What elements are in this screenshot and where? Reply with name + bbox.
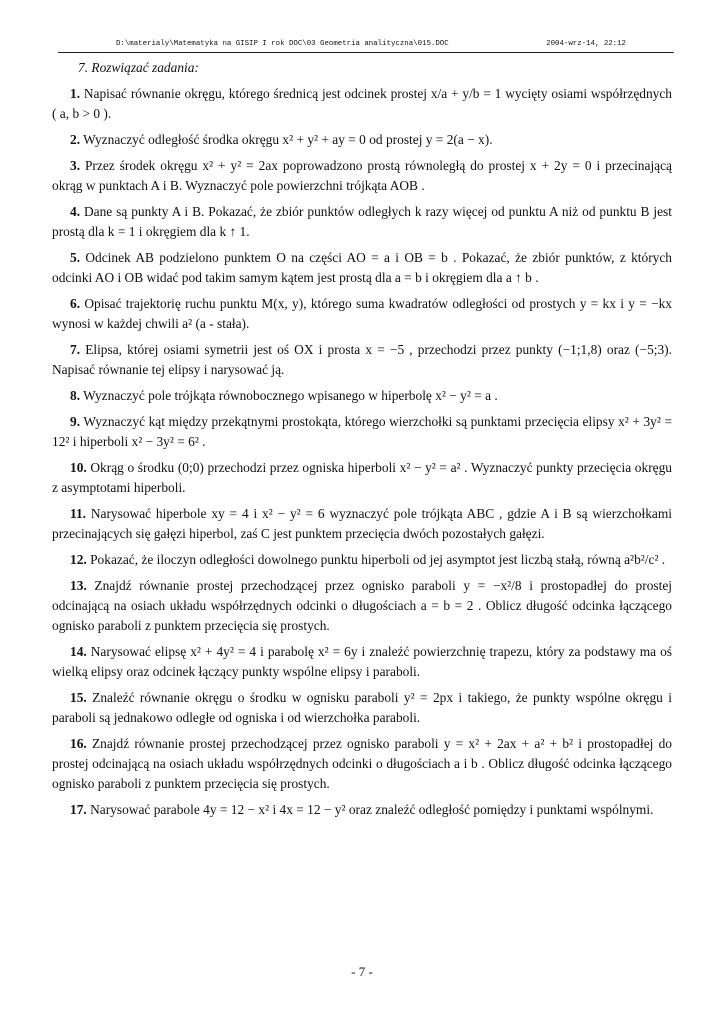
problem-text: Wyznaczyć odległość środka okręgu x² + y² + ay = 0 od prostej y = 2(a − x). xyxy=(83,132,493,147)
problem-text: Znajdź równanie prostej przechodzącej przez ognisko paraboli y = x² + 2ax + a² + b² i prostopadłej do prostej odcinającą na osiach układu współrzędnych odcinki o długościach a i b . Oblicz długość odcinka łączącego ognisko paraboli z punktem przecięcia się prostych. xyxy=(52,736,672,791)
problem-number: 5. xyxy=(70,250,81,265)
problem-number: 16. xyxy=(70,736,87,751)
problem-number: 14. xyxy=(70,644,87,659)
problem-item xyxy=(52,202,672,242)
problem-number: 15. xyxy=(70,690,87,705)
problem-text: Opisać trajektorię ruchu punktu M(x, y), którego suma kwadratów odległości od prostych y = kx i y = −kx wynosi w każdej chwili a² (a - stała). xyxy=(52,296,672,331)
header-date: 2004-wrz-14, 22:12 xyxy=(546,40,626,48)
header-file-path: D:\materialy\Matematyka na GISIP I rok DOC\03 Geometria analityczna\015.DOC xyxy=(116,40,449,48)
problem-item xyxy=(52,576,672,636)
problem-item xyxy=(52,504,672,544)
problem-item xyxy=(52,156,672,196)
problem-text: Odcinek AB podzielono punktem O na części AO = a i OB = b . Pokazać, że zbiór punktów, z których odcinki AO i OB widać pod takim samym kątem jest prostą dla a = b i okręgiem dla a ↑ b . xyxy=(52,250,672,285)
problem-number: 17. xyxy=(70,802,87,817)
problem-item xyxy=(52,458,672,498)
problem-item xyxy=(52,734,672,794)
problem-item xyxy=(52,412,672,452)
problem-text: Wyznaczyć pole trójkąta równobocznego wpisanego w hiperbolę x² − y² = a . xyxy=(83,388,498,403)
page-header xyxy=(58,40,674,48)
problem-number: 4. xyxy=(70,204,81,219)
problem-text: Pokazać, że iloczyn odległości dowolnego punktu hiperboli od jej asymptot jest liczbą stałą, równą a²b²/c² . xyxy=(90,552,666,567)
problem-item xyxy=(52,294,672,334)
problem-item xyxy=(52,130,672,150)
problem-number: 11. xyxy=(70,506,86,521)
problem-number: 10. xyxy=(70,460,87,475)
problem-text: Narysować hiperbole xy = 4 i x² − y² = 6 wyznaczyć pole trójkąta ABC , gdzie A i B są wierzchołkami przecinających się gałęzi hiperbol, zaś C jest punktem przecięcia dwóch pozostałych gałęzi. xyxy=(52,506,672,541)
problem-number: 6. xyxy=(70,296,81,311)
problem-number: 1. xyxy=(70,86,81,101)
section-intro: 7. Rozwiązać zadania: xyxy=(78,60,199,75)
problem-number: 3. xyxy=(70,158,81,173)
problem-item xyxy=(52,340,672,380)
problem-text: Narysować parabole 4y = 12 − x² i 4x = 12 − y² oraz znaleźć odległość pomiędzy i punktami wspólnymi. xyxy=(90,802,654,817)
problem-number: 9. xyxy=(70,414,81,429)
problem-text: Znaleźć równanie okręgu o środku w ognisku paraboli y² = 2px i takiego, że punkty wspólne okręgu i paraboli są jednakowo odległe od ogniska i od wierzchołka paraboli. xyxy=(52,690,672,725)
problem-item xyxy=(52,550,672,570)
problem-text: Okrąg o środku (0;0) przechodzi przez ogniska hiperboli x² − y² = a² . Wyznaczyć punkty przecięcia okręgu z asymptotami hiperboli. xyxy=(52,460,672,495)
problem-text: Napisać równanie okręgu, którego średnicą jest odcinek prostej x/a + y/b = 1 wycięty osiami współrzędnych ( a, b > 0 ). xyxy=(52,86,672,121)
problem-item xyxy=(52,386,672,406)
problem-item xyxy=(52,642,672,682)
problem-text: Narysować elipsę x² + 4y² = 4 i parabolę x² = 6y i znaleźć powierzchnię trapezu, który za podstawy ma oś wielką elipsy oraz odcinek łączący punkty wspólne elipsy i paraboli. xyxy=(52,644,672,679)
problem-list xyxy=(52,84,672,820)
page-number: - 7 - xyxy=(351,964,373,979)
problem-text: Dane są punkty A i B. Pokazać, że zbiór punktów odległych k razy więcej od punktu A niż od punktu B jest prostą dla k = 1 i okręgiem dla k ↑ 1. xyxy=(52,204,672,239)
problem-item xyxy=(52,800,672,820)
document-body xyxy=(52,58,672,826)
problem-number: 2. xyxy=(70,132,81,147)
problem-text: Przez środek okręgu x² + y² = 2ax poprowadzono prostą równoległą do prostej x + 2y = 0 i przecinającą okrąg w punktach A i B. Wyznaczyć pole powierzchni trójkąta AOB . xyxy=(52,158,672,193)
problem-item xyxy=(52,84,672,124)
problem-text: Znajdź równanie prostej przechodzącej przez ognisko paraboli y = −x²/8 i prostopadłej do prostej odcinającą na osiach układu współrzędnych odcinki o długościach a = b = 2 . Oblicz długość odcinka łączącego ognisko paraboli z punktem przecięcia się prostych. xyxy=(52,578,672,633)
problem-number: 12. xyxy=(70,552,87,567)
problem-item xyxy=(52,248,672,288)
problem-number: 13. xyxy=(70,578,87,593)
problem-text: Wyznaczyć kąt między przekątnymi prostokąta, którego wierzchołki są punktami przecięcia elipsy x² + 3y² = 12² i hiperboli x² − 3y² = 6² . xyxy=(52,414,673,449)
problem-item xyxy=(52,688,672,728)
header-divider xyxy=(58,52,674,53)
problem-number: 7. xyxy=(70,342,81,357)
problem-number: 8. xyxy=(70,388,81,403)
problem-text: Elipsa, której osiami symetrii jest oś OX i prosta x = −5 , przechodzi przez punkty (−1;1,8) oraz (−5;3). Napisać równanie tej elipsy i narysować ją. xyxy=(52,342,672,377)
